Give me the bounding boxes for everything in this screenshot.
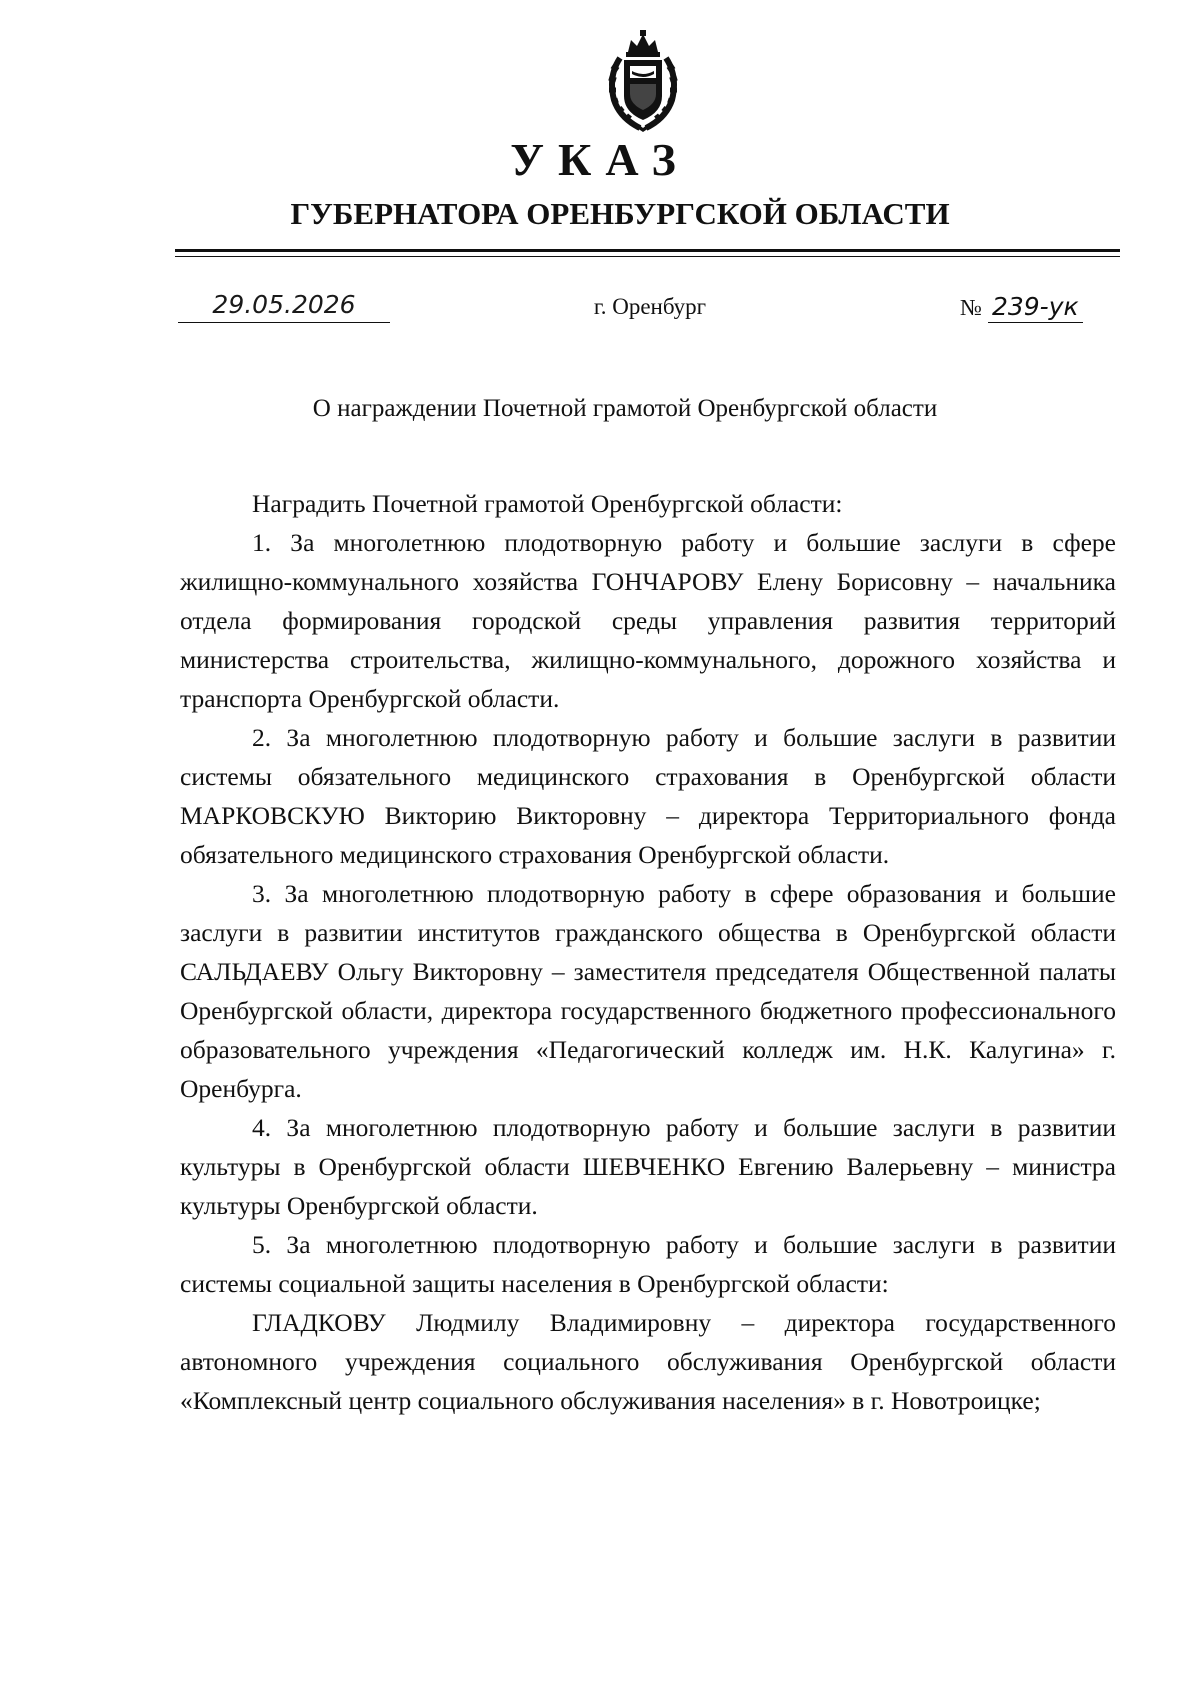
decree-number-value: 239-ук	[988, 292, 1083, 323]
decree-number	[960, 292, 1083, 323]
document-subtitle: ГУБЕРНАТОРА ОРЕНБУРГСКОЙ ОБЛАСТИ	[290, 196, 950, 231]
decree-number-prefix: №	[960, 295, 982, 320]
decree-intro: Наградить Почетной грамотой Оренбургской области:	[252, 489, 843, 518]
decree-body	[180, 484, 1116, 1420]
document-title: УКАЗ	[510, 134, 690, 185]
decree-item: 4. За многолетнюю плодотворную работу и большие заслуги в развитии культуры в Оренбургской области ШЕВЧЕНКО Евгению Валерьевну – министра культуры Оренбургской области.	[180, 1113, 1116, 1220]
decree-subject: О награждении Почетной грамотой Оренбургской области	[312, 395, 938, 422]
decree-item: 3. За многолетнюю плодотворную работу в сфере образования и большие заслуги в развитии институтов гражданского общества в Оренбургской области САЛЬДАЕВУ Ольгу Викторовну – заместителя председателя Общественной палаты Оренбургской области, директора государственного бюджетного профессионального образовательного учреждения «Педагогический колледж им. Н.К. Калугина» г. Оренбурга.	[180, 879, 1116, 1103]
decree-item: ГЛАДКОВУ Людмилу Владимировну – директора государственного автономного учреждения социального обслуживания Оренбургской области «Комплексный центр социального обслуживания населения» в г. Новотроицке;	[180, 1308, 1116, 1415]
coat-of-arms-icon	[604, 30, 682, 134]
decree-item: 5. За многолетнюю плодотворную работу и большие заслуги в развитии системы социальной защиты населения в Оренбургской области:	[180, 1230, 1116, 1298]
header-rule-thick	[175, 249, 1120, 252]
decree-item: 2. За многолетнюю плодотворную работу и большие заслуги в развитии системы обязательного медицинского страхования в Оренбургской области МАРКОВСКУЮ Викторию Викторовну – директора Территориального фонда обязательного медицинского страхования Оренбургской области.	[180, 723, 1116, 869]
decree-city: г. Оренбург	[593, 294, 707, 319]
decree-item: 1. За многолетнюю плодотворную работу и большие заслуги в сфере жилищно-коммунального хозяйства ГОНЧАРОВУ Елену Борисовну – начальника отдела формирования городской среды управления развития территорий министерства строительства, жилищно-коммунального, дорожного хозяйства и транспорта Оренбургской области.	[180, 528, 1116, 713]
decree-date: 29.05.2026	[178, 288, 390, 323]
header-rule-thin	[175, 256, 1120, 257]
